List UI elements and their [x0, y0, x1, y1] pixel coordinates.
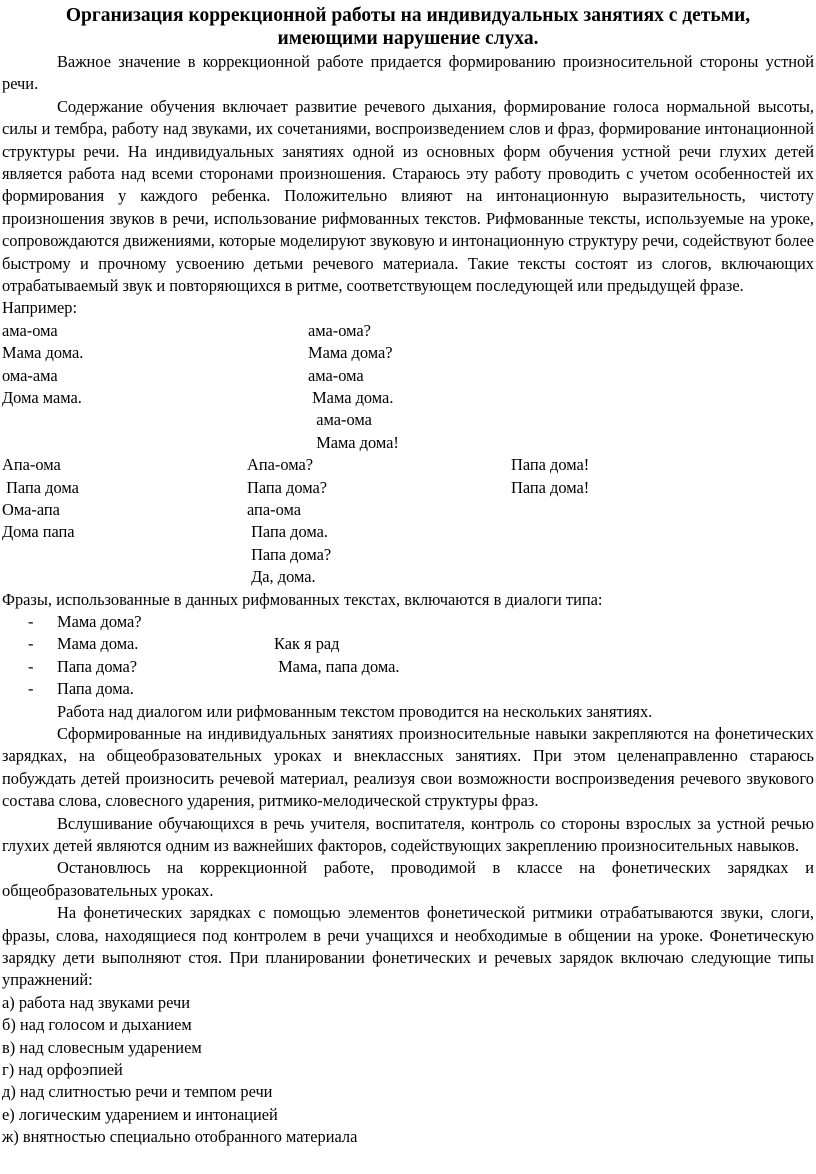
rhyme-right: ама-ома: [308, 365, 364, 385]
rhyme-col-1: Дома папа: [2, 522, 75, 542]
dialog-reply: Как я рад: [274, 634, 340, 654]
rhyme-right: ама-ома: [308, 410, 372, 430]
dialog-text: Папа дома.: [57, 679, 134, 699]
rhyme-col-2: Апа-ома?: [247, 455, 314, 475]
rhyme-right: ама-ома?: [308, 320, 371, 340]
paragraph: Остановлюсь на коррекционной работе, проводимой в классе на фонетических зарядках и общеобразовательных уроках.: [2, 858, 814, 900]
rhyme-right: Мама дома!: [308, 432, 399, 452]
rhyme-row: [2, 432, 814, 454]
dialog-text: Мама дома?: [57, 611, 142, 631]
rhyme-row: [2, 499, 814, 521]
rhyme-col-1: Ома-апа: [2, 500, 60, 519]
list-item: г) над орфоэпией: [2, 1060, 123, 1080]
rhyme-left: Мама дома.: [2, 343, 84, 363]
rhyme-block-1: [2, 320, 814, 454]
rhyme-row: [2, 365, 814, 387]
rhyme-col-3: Папа дома!: [511, 477, 590, 497]
rhyme-col-2: Папа дома?: [247, 544, 332, 564]
dialog-line: [2, 678, 814, 700]
dash-bullet: -: [28, 611, 34, 631]
dialog-text: Папа дома?: [57, 656, 138, 676]
rhyme-row: [2, 409, 814, 431]
paragraph: На фонетических зарядках с помощью элементов фонетической ритмики отрабатываются звуки, слоги, фразы, слова, находящиеся под контролем в речи учащихся и необходимые в общении на уроке. Фонетическую зарядку дети выполняют стоя. При планировании фонетических и речевых зарядок включаю следующие типы упражнений:: [2, 903, 814, 990]
rhyme-col-1: Апа-ома: [2, 455, 61, 475]
rhyme-col-2: апа-ома: [247, 500, 301, 519]
list-item: б) над голосом и дыханием: [2, 1015, 192, 1035]
dash-bullet: -: [28, 634, 34, 654]
paragraph: Сформированные на индивидуальных занятиях произносительные навыки закрепляются на фонетических зарядках, на общеобразовательных уроках и внеклассных занятиях. При этом целенаправленно стараюсь побуждать детей произносить речевой материал, реализуя свои возможности воспроизведения речевого звукового состава слова, словесного ударения, ритмико-мелодической структуры фраз.: [2, 723, 814, 811]
dash-bullet: -: [28, 679, 34, 699]
rhyme-row: [2, 387, 814, 409]
rhyme-row: [2, 454, 814, 476]
paragraph: Вслушивание обучающихся в речь учителя, воспитателя, контроль со стороны взрослых за устной речью глухих детей являются одним из важнейших факторов, содействующих закреплению произносительных навыков.: [2, 813, 814, 855]
dialog-reply: Мама, папа дома.: [274, 656, 400, 676]
rhyme-col-1: Папа дома: [2, 477, 79, 497]
list-item: ж) внятностью специально отобранного материала: [2, 1127, 358, 1147]
rhyme-row: [2, 477, 814, 499]
rhyme-right: Мама дома.: [308, 388, 394, 408]
rhyme-row: [2, 521, 814, 543]
list-item: д) над слитностью речи и темпом речи: [2, 1082, 273, 1102]
dialog-line: [2, 633, 814, 655]
paragraph: Работа над диалогом или рифмованным текстом проводится на нескольких занятиях.: [57, 701, 653, 721]
list-item: а) работа над звуками речи: [2, 992, 190, 1012]
rhyme-row: [2, 342, 814, 364]
list-item: в) над словесным ударением: [2, 1037, 202, 1057]
rhyme-row: [2, 544, 814, 566]
rhyme-col-3: Папа дома!: [511, 455, 590, 475]
dash-bullet: -: [28, 656, 34, 676]
rhyme-row: [2, 320, 814, 342]
rhyme-col-2: Папа дома.: [247, 522, 328, 542]
paragraph: Содержание обучения включает развитие речевого дыхания, формирование голоса нормальной высоты, силы и тембра, работу над звуками, их сочетаниями, воспроизведением слов и фраз, формирование интонационной структуры речи. На индивидуальных занятиях одной из основных форм обучения устной речи глухих детей является работа над всеми сторонами произношения. Стараюсь эту работу проводить с учетом особенностей их формирования у каждого ребенка. Положительно влияют на интонационную выразительность, чистоту произношения звуков в речи, использование рифмованных текстов. Рифмованные тексты, используемые на уроке, сопровождаются движениями, которые моделируют звуковую и интонационную структуру речи, содействуют более быстрому и прочному усвоению детьми речевого материала. Такие тексты состоят из слогов, включающих отрабатываемый звук и повторяющихся в ритме, соответствующем последующей или предыдущей фразе.: [2, 96, 814, 296]
example-label: Например:: [2, 298, 78, 318]
dialog-intro: Фразы, использованные в данных рифмованных текстах, включаются в диалоги типа:: [2, 589, 603, 609]
rhyme-left: ама-ома: [2, 320, 58, 340]
dialog-line: [2, 611, 814, 633]
paragraph: Важное значение в коррекционной работе придается формированию произносительной стороны устной речи.: [2, 52, 814, 94]
list-item: е) логическим ударением и интонацией: [2, 1104, 278, 1124]
dialog-text: Мама дома.: [57, 634, 139, 654]
rhyme-right: Мама дома?: [308, 343, 393, 363]
rhyme-left: Дома мама.: [2, 388, 82, 408]
rhyme-col-2: Папа дома?: [247, 477, 328, 497]
document-title: Организация коррекционной работы на индивидуальных занятиях с детьми, имеющими нарушение слуха.: [65, 5, 751, 49]
rhyme-col-2: Да, дома.: [247, 567, 316, 587]
dialog-list: [2, 611, 814, 701]
rhyme-block-2: [2, 454, 814, 588]
rhyme-left: ома-ама: [2, 365, 58, 385]
exercise-list: [2, 992, 814, 1149]
dialog-line: [2, 656, 814, 678]
rhyme-row: [2, 566, 814, 588]
